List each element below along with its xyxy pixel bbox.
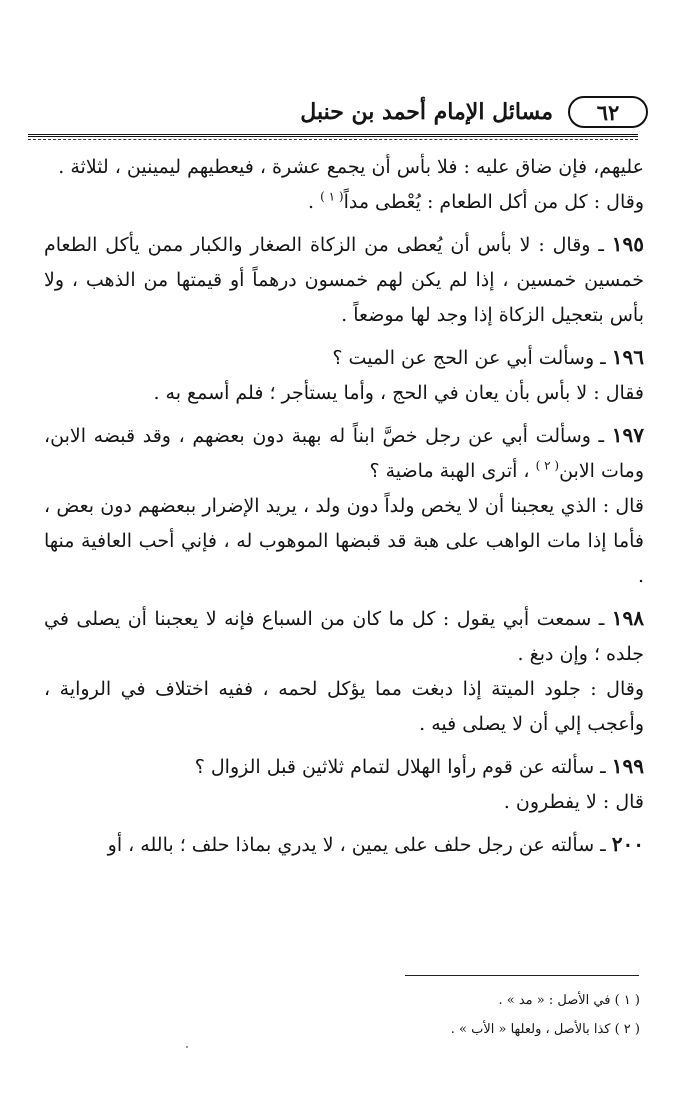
page-number: ٦٢ [568,96,648,128]
entry-text: ـ سألته عن رجل حلف على يمين ، لا يدري بماذا حلف ؛ بالله ، أو [107,834,612,856]
header-rule [28,134,638,137]
entry-number: ١٩٨ [611,606,644,630]
entry-199 [44,749,644,785]
entry-text: ـ سمعت أبي يقول : كل ما كان من السباع فإنه لا يعجبنا أن يصلى في جلده ؛ وإن دبغ . [44,608,644,665]
footnotes [44,986,640,1044]
entry-196-answer: فقال : لا بأس بأن يعان في الحج ، وأما يستأجر ؛ فلم أسمع به . [153,382,644,404]
entry-197-answer: قال : الذي يعجبنا أن لا يخص ولداً دون ولد ، يريد الإضرار ببعضهم دون بعض ، فأما إذا مات الواهب على هبة قد قبضها الموهوب له ، فإني أحب العافية منها . [44,495,644,587]
entry-number: ١٩٩ [611,754,644,778]
page-header [36,96,648,130]
paragraph-continuation: عليهم، فإن ضاق عليه : فلا بأس أن يجمع عشرة ، فيعطيهم ليمينين ، لثلاثة . [58,156,644,178]
footnote-2: ( ٢ ) كذا بالأصل ، ولعلها « الأب » . [450,1022,640,1037]
entry-text: ـ سألته عن قوم رأوا الهلال لتمام ثلاثين قبل الزوال ؟ [194,756,612,778]
statement-end: . [308,191,321,213]
entry-198 [44,601,644,672]
entry-text: ـ وسألت أبي عن الحج عن الميت ؟ [332,347,612,369]
statement-text: وقال : كل من أكل الطعام : يُعْطى مداً [343,191,644,213]
body-text [44,150,644,863]
entry-196 [44,340,644,376]
entry-198-answer: وقال : جلود الميتة إذا دبغت مما يؤكل لحمه ، ففيه اختلاف في الرواية ، وأعجب إلي أن لا يصلى فيه . [44,678,644,735]
footnote-ref-1: ( ١ ) [320,189,344,204]
entry-number: ١٩٦ [611,345,644,369]
entry-197 [44,418,644,489]
page-speck [186,1046,188,1048]
entry-number: ٢٠٠ [611,832,644,856]
entry-text-2: ، أترى الهبة ماضية ؟ [369,460,536,482]
entry-200 [44,827,644,863]
entry-number: ١٩٧ [611,423,644,447]
footnote-rule [405,975,639,976]
entry-text: ـ وسألت أبي عن رجل خصَّ ابناً له بهبة دون بعضهم ، وقد قبضه الابن، ومات الابن [44,425,644,482]
footnote-1: ( ١ ) في الأصل : « مد » . [498,993,640,1008]
entry-199-answer: قال : لا يفطرون . [503,791,644,813]
entry-number: ١٩٥ [611,232,644,256]
footnote-ref-2: ( ٢ ) [535,458,560,473]
entry-195 [44,227,644,333]
book-title: مسائل الإمام أحمد بن حنبل [300,99,553,125]
header-rule-dashed [28,139,638,140]
entry-text: ـ وقال : لا بأس أن يُعطى من الزكاة الصغار والكبار ممن يأكل الطعام خمسين خمسين ، إذا لم يكن لهم خمسون درهماً أو قيمتها من الذهب ، ولا بأس بتعجيل الزكاة إذا وجد لها موضعاً . [44,234,644,326]
paragraph-statement [44,185,644,220]
